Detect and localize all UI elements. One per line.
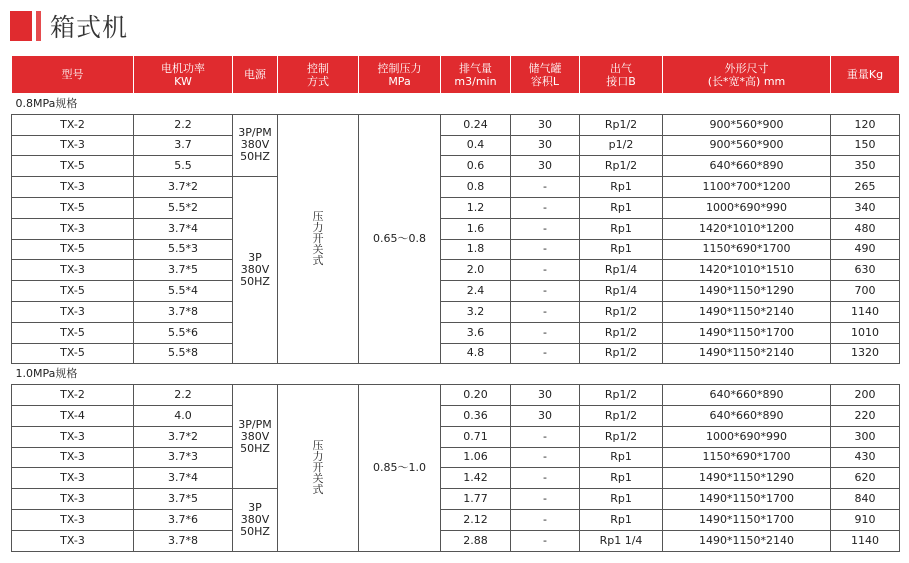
cell-flow: 1.8 xyxy=(441,239,511,260)
cell-dimensions: 1490*1150*2140 xyxy=(663,530,831,551)
cell-model: TX-5 xyxy=(12,197,134,218)
cell-model: TX-3 xyxy=(12,509,134,530)
title-accent-stripe xyxy=(36,11,41,41)
cell-tank: 30 xyxy=(511,405,580,426)
cell-outlet: Rp1/2 xyxy=(580,301,663,322)
cell-outlet: Rp1 xyxy=(580,218,663,239)
cell-dimensions: 1420*1010*1510 xyxy=(663,260,831,281)
cell-tank: - xyxy=(511,509,580,530)
cell-outlet: Rp1 xyxy=(580,239,663,260)
cell-control-mode xyxy=(278,114,359,364)
cell-control-mode xyxy=(278,385,359,551)
cell-outlet: Rp1/2 xyxy=(580,405,663,426)
cell-power: 5.5*3 xyxy=(134,239,233,260)
cell-power: 3.7*4 xyxy=(134,218,233,239)
cell-dimensions: 900*560*900 xyxy=(663,135,831,156)
cell-dimensions: 1490*1150*1700 xyxy=(663,322,831,343)
cell-flow: 1.77 xyxy=(441,489,511,510)
table-row xyxy=(12,156,900,177)
cell-control-pressure: 0.65～0.8 xyxy=(359,114,441,364)
cell-tank: - xyxy=(511,239,580,260)
cell-flow: 2.88 xyxy=(441,530,511,551)
cell-weight: 120 xyxy=(831,114,900,135)
spec-table xyxy=(11,55,900,552)
cell-dimensions: 1150*690*1700 xyxy=(663,447,831,468)
cell-outlet: Rp1/4 xyxy=(580,260,663,281)
cell-tank: - xyxy=(511,260,580,281)
header-weight: 重量Kg xyxy=(831,56,900,94)
cell-power: 3.7*2 xyxy=(134,177,233,198)
cell-weight: 350 xyxy=(831,156,900,177)
table-row xyxy=(12,114,900,135)
cell-model: TX-3 xyxy=(12,489,134,510)
cell-model: TX-3 xyxy=(12,301,134,322)
cell-tank: - xyxy=(511,530,580,551)
cell-tank: - xyxy=(511,177,580,198)
cell-tank: - xyxy=(511,218,580,239)
cell-flow: 2.12 xyxy=(441,509,511,530)
cell-power: 3.7*5 xyxy=(134,260,233,281)
header-flow: 排气量 m3/min xyxy=(441,56,511,94)
cell-weight: 620 xyxy=(831,468,900,489)
section-row xyxy=(12,364,900,385)
cell-outlet: Rp1/2 xyxy=(580,385,663,406)
cell-weight: 840 xyxy=(831,489,900,510)
cell-flow: 0.71 xyxy=(441,426,511,447)
cell-model: TX-3 xyxy=(12,426,134,447)
title-accent-block xyxy=(10,11,32,41)
cell-weight: 430 xyxy=(831,447,900,468)
cell-model: TX-3 xyxy=(12,468,134,489)
cell-weight: 150 xyxy=(831,135,900,156)
table-row xyxy=(12,530,900,551)
cell-power: 5.5 xyxy=(134,156,233,177)
cell-weight: 910 xyxy=(831,509,900,530)
cell-weight: 630 xyxy=(831,260,900,281)
table-row xyxy=(12,177,900,198)
cell-power-supply: 3P 380V 50HZ xyxy=(233,489,278,551)
table-row xyxy=(12,509,900,530)
table-row xyxy=(12,260,900,281)
cell-outlet: Rp1/2 xyxy=(580,322,663,343)
cell-flow: 1.06 xyxy=(441,447,511,468)
cell-dimensions: 640*660*890 xyxy=(663,385,831,406)
cell-tank: 30 xyxy=(511,135,580,156)
cell-flow: 0.20 xyxy=(441,385,511,406)
table-row xyxy=(12,301,900,322)
cell-weight: 1010 xyxy=(831,322,900,343)
cell-weight: 300 xyxy=(831,426,900,447)
cell-power: 3.7*8 xyxy=(134,530,233,551)
cell-dimensions: 1000*690*990 xyxy=(663,426,831,447)
cell-tank: - xyxy=(511,489,580,510)
cell-model: TX-3 xyxy=(12,177,134,198)
page-title: 箱式机 xyxy=(50,13,129,42)
header-control-mode: 控制 方式 xyxy=(278,56,359,94)
cell-power: 3.7*2 xyxy=(134,426,233,447)
cell-weight: 480 xyxy=(831,218,900,239)
header-control-pressure: 控制压力 MPa xyxy=(359,56,441,94)
cell-power: 3.7*5 xyxy=(134,489,233,510)
cell-weight: 340 xyxy=(831,197,900,218)
cell-flow: 1.42 xyxy=(441,468,511,489)
section-label: 0.8MPa规格 xyxy=(12,94,900,115)
cell-power: 3.7*6 xyxy=(134,509,233,530)
cell-outlet: Rp1 xyxy=(580,197,663,218)
section-row xyxy=(12,94,900,115)
cell-flow: 1.6 xyxy=(441,218,511,239)
cell-dimensions: 1100*700*1200 xyxy=(663,177,831,198)
cell-dimensions: 1490*1150*1290 xyxy=(663,468,831,489)
cell-dimensions: 640*660*890 xyxy=(663,405,831,426)
table-body xyxy=(12,94,900,552)
cell-outlet: Rp1 xyxy=(580,447,663,468)
table-row xyxy=(12,385,900,406)
cell-outlet: Rp1 1/4 xyxy=(580,530,663,551)
header-power: 电机功率 KW xyxy=(134,56,233,94)
cell-flow: 4.8 xyxy=(441,343,511,364)
cell-model: TX-3 xyxy=(12,135,134,156)
page-title-bar xyxy=(10,8,128,44)
cell-power-supply: 3P/PM 380V 50HZ xyxy=(233,114,278,176)
cell-flow: 0.24 xyxy=(441,114,511,135)
cell-dimensions: 640*660*890 xyxy=(663,156,831,177)
cell-flow: 2.0 xyxy=(441,260,511,281)
table-row xyxy=(12,405,900,426)
control-mode-text: 压力开关式 xyxy=(312,438,324,496)
table-row xyxy=(12,218,900,239)
cell-model: TX-5 xyxy=(12,343,134,364)
header-tank: 储气罐 容积L xyxy=(511,56,580,94)
cell-dimensions: 1490*1150*1290 xyxy=(663,281,831,302)
cell-model: TX-4 xyxy=(12,405,134,426)
cell-model: TX-3 xyxy=(12,447,134,468)
cell-model: TX-5 xyxy=(12,239,134,260)
header-outlet: 出气 接口B xyxy=(580,56,663,94)
cell-outlet: Rp1/2 xyxy=(580,156,663,177)
cell-dimensions: 1000*690*990 xyxy=(663,197,831,218)
cell-control-pressure: 0.85～1.0 xyxy=(359,385,441,551)
table-row xyxy=(12,426,900,447)
cell-tank: 30 xyxy=(511,385,580,406)
cell-model: TX-5 xyxy=(12,281,134,302)
cell-weight: 490 xyxy=(831,239,900,260)
table-row xyxy=(12,281,900,302)
cell-tank: - xyxy=(511,281,580,302)
cell-weight: 220 xyxy=(831,405,900,426)
header-supply: 电源 xyxy=(233,56,278,94)
cell-weight: 200 xyxy=(831,385,900,406)
cell-power: 3.7 xyxy=(134,135,233,156)
cell-outlet: Rp1/2 xyxy=(580,114,663,135)
cell-power: 3.7*8 xyxy=(134,301,233,322)
table-row xyxy=(12,489,900,510)
cell-outlet: Rp1/2 xyxy=(580,343,663,364)
cell-weight: 700 xyxy=(831,281,900,302)
cell-model: TX-2 xyxy=(12,385,134,406)
cell-outlet: Rp1 xyxy=(580,468,663,489)
cell-model: TX-5 xyxy=(12,156,134,177)
table-row xyxy=(12,343,900,364)
header-dimensions: 外形尺寸 (长*宽*高) mm xyxy=(663,56,831,94)
table-row xyxy=(12,135,900,156)
cell-outlet: Rp1 xyxy=(580,489,663,510)
cell-outlet: Rp1/4 xyxy=(580,281,663,302)
cell-outlet: p1/2 xyxy=(580,135,663,156)
cell-tank: 30 xyxy=(511,156,580,177)
cell-model: TX-2 xyxy=(12,114,134,135)
cell-power: 5.5*2 xyxy=(134,197,233,218)
cell-dimensions: 1150*690*1700 xyxy=(663,239,831,260)
cell-outlet: Rp1 xyxy=(580,177,663,198)
cell-dimensions: 1490*1150*2140 xyxy=(663,301,831,322)
table-row xyxy=(12,447,900,468)
cell-dimensions: 900*560*900 xyxy=(663,114,831,135)
cell-power: 3.7*4 xyxy=(134,468,233,489)
cell-power-supply: 3P/PM 380V 50HZ xyxy=(233,385,278,489)
cell-flow: 1.2 xyxy=(441,197,511,218)
cell-weight: 1320 xyxy=(831,343,900,364)
cell-tank: - xyxy=(511,426,580,447)
control-mode-text: 压力开关式 xyxy=(312,210,324,268)
cell-power: 5.5*8 xyxy=(134,343,233,364)
cell-weight: 1140 xyxy=(831,530,900,551)
cell-flow: 2.4 xyxy=(441,281,511,302)
cell-tank: 30 xyxy=(511,114,580,135)
cell-outlet: Rp1 xyxy=(580,509,663,530)
cell-flow: 0.8 xyxy=(441,177,511,198)
table-row xyxy=(12,322,900,343)
cell-flow: 0.4 xyxy=(441,135,511,156)
cell-model: TX-5 xyxy=(12,322,134,343)
cell-dimensions: 1490*1150*2140 xyxy=(663,343,831,364)
cell-flow: 0.36 xyxy=(441,405,511,426)
cell-tank: - xyxy=(511,197,580,218)
cell-power-supply: 3P 380V 50HZ xyxy=(233,177,278,364)
cell-flow: 0.6 xyxy=(441,156,511,177)
cell-tank: - xyxy=(511,468,580,489)
cell-model: TX-3 xyxy=(12,218,134,239)
cell-power: 4.0 xyxy=(134,405,233,426)
cell-tank: - xyxy=(511,322,580,343)
header-model: 型号 xyxy=(12,56,134,94)
cell-tank: - xyxy=(511,447,580,468)
cell-flow: 3.6 xyxy=(441,322,511,343)
cell-tank: - xyxy=(511,343,580,364)
cell-outlet: Rp1/2 xyxy=(580,426,663,447)
cell-power: 2.2 xyxy=(134,114,233,135)
cell-dimensions: 1490*1150*1700 xyxy=(663,489,831,510)
table-row xyxy=(12,468,900,489)
cell-model: TX-3 xyxy=(12,260,134,281)
cell-dimensions: 1490*1150*1700 xyxy=(663,509,831,530)
cell-weight: 265 xyxy=(831,177,900,198)
cell-weight: 1140 xyxy=(831,301,900,322)
cell-dimensions: 1420*1010*1200 xyxy=(663,218,831,239)
section-label: 1.0MPa规格 xyxy=(12,364,900,385)
cell-power: 2.2 xyxy=(134,385,233,406)
table-row xyxy=(12,197,900,218)
cell-model: TX-3 xyxy=(12,530,134,551)
cell-power: 3.7*3 xyxy=(134,447,233,468)
cell-power: 5.5*6 xyxy=(134,322,233,343)
cell-flow: 3.2 xyxy=(441,301,511,322)
cell-tank: - xyxy=(511,301,580,322)
table-row xyxy=(12,239,900,260)
cell-power: 5.5*4 xyxy=(134,281,233,302)
table-header-row xyxy=(12,56,900,94)
